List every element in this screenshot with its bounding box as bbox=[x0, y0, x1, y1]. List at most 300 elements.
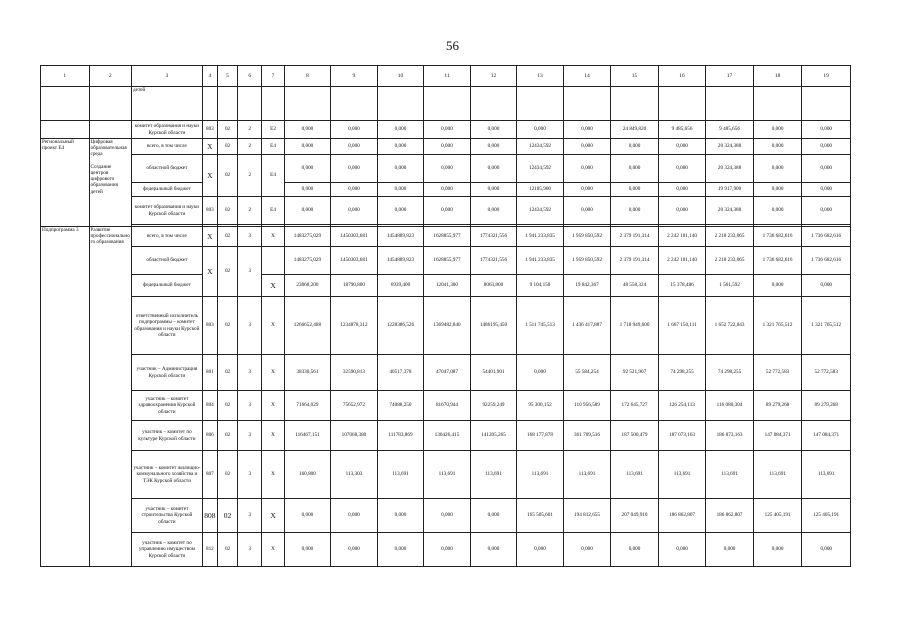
value-cell: 0,000 bbox=[424, 197, 471, 225]
value-cell: 2 242 181,140 bbox=[658, 227, 706, 247]
column-number: 2 bbox=[89, 66, 131, 87]
code-cell: 2 bbox=[238, 139, 262, 155]
responsible-cell: участник – комитет по управлению имуществом Курской области bbox=[132, 533, 203, 567]
empty-cell bbox=[611, 87, 659, 121]
code-cell: 3 bbox=[238, 451, 262, 499]
value-cell: 0,000 bbox=[611, 139, 659, 155]
value-cell: 107068,380 bbox=[331, 421, 378, 451]
value-cell: 2 218 233,065 bbox=[706, 227, 754, 247]
value-cell: 0,000 bbox=[563, 121, 611, 139]
empty-cell bbox=[41, 87, 90, 121]
column-number: 4 bbox=[202, 66, 217, 87]
value-cell: 1228386,526 bbox=[377, 297, 424, 355]
code-cell: 3 bbox=[238, 355, 262, 391]
value-cell: 71664,029 bbox=[284, 391, 331, 421]
code-cell: 02 bbox=[217, 155, 237, 197]
value-cell: 2 379 191,314 bbox=[611, 247, 659, 275]
column-number: 7 bbox=[262, 66, 284, 87]
value-cell: 8063,800 bbox=[470, 275, 517, 297]
code-cell: 02 bbox=[217, 139, 237, 155]
value-cell: 9 485,656 bbox=[706, 121, 754, 139]
empty-cell bbox=[753, 87, 802, 121]
value-cell: 6939,400 bbox=[377, 275, 424, 297]
value-cell: 52 772,583 bbox=[753, 355, 802, 391]
table-row bbox=[41, 275, 851, 297]
code-cell: X bbox=[262, 421, 284, 451]
empty-cell bbox=[706, 87, 754, 121]
value-cell: 113,303 bbox=[331, 451, 378, 499]
value-cell: 1 561,592 bbox=[706, 275, 754, 297]
empty-cell bbox=[470, 87, 517, 121]
value-cell: 1234878,312 bbox=[331, 297, 378, 355]
code-cell: 2 bbox=[238, 155, 262, 197]
value-cell: 2 379 191,314 bbox=[611, 227, 659, 247]
value-cell: 23068,200 bbox=[284, 275, 331, 297]
value-cell: 0,000 bbox=[331, 533, 378, 567]
code-cell: 02 bbox=[217, 421, 237, 451]
column-number: 5 bbox=[217, 66, 237, 87]
code-cell: 3 bbox=[238, 421, 262, 451]
empty-cell bbox=[41, 121, 90, 139]
code-cell: 02 bbox=[217, 247, 237, 297]
value-cell: 1774321,556 bbox=[470, 227, 517, 247]
code-cell: 808 bbox=[202, 499, 217, 533]
table-row bbox=[41, 197, 851, 225]
table-row bbox=[41, 121, 851, 139]
value-cell: 12434,592 bbox=[517, 197, 564, 225]
code-cell: 02 bbox=[217, 391, 237, 421]
value-cell: 172 645,727 bbox=[611, 391, 659, 421]
value-cell: 47047,087 bbox=[424, 355, 471, 391]
row-label: областной бюджет bbox=[132, 155, 203, 183]
value-cell: 0,000 bbox=[517, 533, 564, 567]
value-cell: 0,000 bbox=[424, 533, 471, 567]
value-cell: 0,000 bbox=[331, 183, 378, 197]
project-name: Региональный проект Е4 bbox=[41, 139, 90, 227]
value-cell: 207 049,910 bbox=[611, 499, 659, 533]
performer-row bbox=[41, 451, 851, 499]
value-cell: 15 378,486 bbox=[658, 275, 706, 297]
column-number: 8 bbox=[284, 66, 331, 87]
code-cell: X bbox=[262, 227, 284, 247]
code-cell: 02 bbox=[217, 297, 237, 355]
value-cell: 89 279,268 bbox=[802, 391, 851, 421]
value-cell: 0,000 bbox=[284, 499, 331, 533]
value-cell: 0,000 bbox=[424, 155, 471, 183]
value-cell: 1454889,823 bbox=[377, 247, 424, 275]
value-cell: 0,000 bbox=[802, 183, 851, 197]
column-number: 1 bbox=[41, 66, 90, 87]
value-cell: 48 558,324 bbox=[611, 275, 659, 297]
value-cell: 74088,250 bbox=[377, 391, 424, 421]
value-cell: 1 436 417,887 bbox=[563, 297, 611, 355]
code-cell: 803 bbox=[202, 121, 217, 139]
empty-cell bbox=[517, 87, 564, 121]
value-cell: 187 500,479 bbox=[611, 421, 659, 451]
value-cell: 0,000 bbox=[377, 121, 424, 139]
value-cell: 0,000 bbox=[563, 155, 611, 183]
code-cell: 02 bbox=[217, 499, 237, 533]
value-cell: 74 298,255 bbox=[706, 355, 754, 391]
column-number: 11 bbox=[424, 66, 471, 87]
code-cell: 02 bbox=[217, 355, 237, 391]
value-cell: 1483275,029 bbox=[284, 227, 331, 247]
value-cell: 186 862,807 bbox=[706, 499, 754, 533]
value-cell: 92259,249 bbox=[470, 391, 517, 421]
value-cell: 52 772,583 bbox=[802, 355, 851, 391]
value-cell: 113,691 bbox=[424, 451, 471, 499]
value-cell: 74 298,255 bbox=[658, 355, 706, 391]
performer-row bbox=[41, 355, 851, 391]
performer-row bbox=[41, 533, 851, 567]
row-label: всего, в том числе bbox=[132, 227, 203, 247]
responsible-cell: комитет образования и науки Курской области bbox=[132, 121, 203, 139]
column-number: 19 bbox=[802, 66, 851, 87]
code-cell: X bbox=[262, 355, 284, 391]
table-row bbox=[41, 139, 851, 155]
value-cell: 95 300,152 bbox=[517, 391, 564, 421]
row-label: федеральный бюджет bbox=[132, 183, 203, 197]
code-cell: 3 bbox=[238, 499, 262, 533]
subprogram-title: Развитие профессионального образования bbox=[89, 227, 131, 567]
value-cell: 0,000 bbox=[424, 139, 471, 155]
value-cell: 1 736 682,616 bbox=[753, 227, 802, 247]
value-cell: 0,000 bbox=[611, 155, 659, 183]
code-cell: 2 bbox=[238, 121, 262, 139]
value-cell: 0,000 bbox=[802, 533, 851, 567]
code-cell: X bbox=[202, 227, 217, 247]
value-cell: 147 084,371 bbox=[802, 421, 851, 451]
table-row bbox=[41, 247, 851, 275]
value-cell: 0,000 bbox=[470, 197, 517, 225]
value-cell: 20 324,388 bbox=[706, 155, 754, 183]
value-cell: 1 736 682,616 bbox=[753, 247, 802, 275]
code-cell: X bbox=[262, 297, 284, 355]
value-cell: 0,000 bbox=[284, 139, 331, 155]
value-cell: 1266652,488 bbox=[284, 297, 331, 355]
empty-cell bbox=[377, 87, 424, 121]
value-cell: 126 254,113 bbox=[658, 391, 706, 421]
header-row bbox=[41, 66, 851, 87]
value-cell: 0,000 bbox=[470, 533, 517, 567]
code-cell: 02 bbox=[217, 197, 237, 225]
value-cell: 113,691 bbox=[802, 451, 851, 499]
value-cell: 0,000 bbox=[611, 183, 659, 197]
empty-cell bbox=[658, 87, 706, 121]
value-cell: 40517,378 bbox=[377, 355, 424, 391]
value-cell: 125 405,191 bbox=[802, 499, 851, 533]
value-cell: 89 279,268 bbox=[753, 391, 802, 421]
performer-row bbox=[41, 499, 851, 533]
value-cell: 0,000 bbox=[611, 533, 659, 567]
value-cell: 0,000 bbox=[331, 155, 378, 183]
value-cell: 0,000 bbox=[331, 139, 378, 155]
value-cell: 0,000 bbox=[377, 139, 424, 155]
value-cell: 116 080,304 bbox=[706, 391, 754, 421]
value-cell: 9 104,150 bbox=[517, 275, 564, 297]
value-cell: 113,691 bbox=[563, 451, 611, 499]
code-cell: X bbox=[262, 533, 284, 567]
code-cell: X bbox=[262, 499, 284, 533]
value-cell: 0,000 bbox=[753, 183, 802, 197]
value-cell: 187 073,163 bbox=[658, 421, 706, 451]
value-cell: 12185,900 bbox=[517, 183, 564, 197]
value-cell: 1 718 949,600 bbox=[611, 297, 659, 355]
code-cell: X bbox=[202, 247, 217, 297]
empty-cell bbox=[238, 87, 262, 121]
value-cell: 0,000 bbox=[802, 121, 851, 139]
value-cell: 111783,869 bbox=[377, 421, 424, 451]
code-cell: Е4 bbox=[262, 139, 284, 155]
value-cell: 24 849,820 bbox=[611, 121, 659, 139]
page-number: 56 bbox=[446, 38, 459, 53]
code-cell: 3 bbox=[238, 533, 262, 567]
value-cell: 12434,592 bbox=[517, 155, 564, 183]
empty-cell bbox=[802, 87, 851, 121]
value-cell: 0,000 bbox=[563, 533, 611, 567]
value-cell: 75652,972 bbox=[331, 391, 378, 421]
code-cell: 812 bbox=[202, 533, 217, 567]
empty-cell bbox=[262, 247, 284, 275]
code-cell: 803 bbox=[202, 197, 217, 225]
value-cell: 0,000 bbox=[658, 533, 706, 567]
responsible-cell: комитет образования и науки Курской области bbox=[132, 197, 203, 225]
table-row bbox=[41, 87, 851, 121]
value-cell: 0,000 bbox=[658, 155, 706, 183]
value-cell: 0,000 bbox=[658, 139, 706, 155]
code-cell: 2 bbox=[238, 197, 262, 225]
value-cell: 1 941 233,835 bbox=[517, 227, 564, 247]
value-cell: 0,000 bbox=[753, 197, 802, 225]
value-cell: 113,691 bbox=[706, 451, 754, 499]
value-cell: 1 511 745,513 bbox=[517, 297, 564, 355]
column-number: 17 bbox=[706, 66, 754, 87]
value-cell: 1 941 233,835 bbox=[517, 247, 564, 275]
value-cell: 1 959 850,592 bbox=[563, 227, 611, 247]
empty-cell bbox=[202, 87, 217, 121]
code-cell: X bbox=[262, 391, 284, 421]
value-cell: 0,000 bbox=[424, 121, 471, 139]
value-cell: 0,000 bbox=[753, 121, 802, 139]
value-cell: 54401,901 bbox=[470, 355, 517, 391]
empty-cell bbox=[284, 87, 331, 121]
code-cell: X bbox=[202, 155, 217, 197]
table-row bbox=[41, 155, 851, 183]
value-cell: 0,000 bbox=[753, 275, 802, 297]
value-cell: 32590,813 bbox=[331, 355, 378, 391]
column-number: 6 bbox=[238, 66, 262, 87]
code-cell: 3 bbox=[238, 247, 262, 297]
value-cell: 0,000 bbox=[517, 121, 564, 139]
code-cell: 02 bbox=[217, 121, 237, 139]
value-cell: 113,691 bbox=[517, 451, 564, 499]
code-cell: X bbox=[262, 275, 284, 297]
value-cell: 0,000 bbox=[377, 155, 424, 183]
value-cell: 9 485,656 bbox=[658, 121, 706, 139]
value-cell: 0,000 bbox=[753, 139, 802, 155]
value-cell: 194 812,655 bbox=[563, 499, 611, 533]
value-cell: 165 505,601 bbox=[517, 499, 564, 533]
value-cell: 113,691 bbox=[753, 451, 802, 499]
value-cell: 0,000 bbox=[284, 183, 331, 197]
code-cell: 3 bbox=[238, 391, 262, 421]
value-cell: 160,800 bbox=[284, 451, 331, 499]
value-cell: 113,691 bbox=[658, 451, 706, 499]
value-cell: 0,000 bbox=[563, 197, 611, 225]
performer-row bbox=[41, 297, 851, 355]
responsible-cell: участник – комитет жилищно-коммунального хозяйства и ТЭК Курской области bbox=[132, 451, 203, 499]
value-cell: 0,000 bbox=[611, 197, 659, 225]
code-cell: 804 bbox=[202, 391, 217, 421]
value-cell: 0,000 bbox=[284, 121, 331, 139]
value-cell: 19 917,900 bbox=[706, 183, 754, 197]
project-title bbox=[89, 139, 131, 227]
empty-cell bbox=[331, 87, 378, 121]
value-cell: 0,000 bbox=[563, 139, 611, 155]
value-cell: 38330,561 bbox=[284, 355, 331, 391]
value-cell: 0,000 bbox=[802, 275, 851, 297]
value-cell: 0,000 bbox=[470, 183, 517, 197]
project-title-bottom: Создание центров цифрового образования детей bbox=[90, 163, 118, 195]
value-cell: 20 324,388 bbox=[706, 197, 754, 225]
column-number: 9 bbox=[331, 66, 378, 87]
value-cell: 0,000 bbox=[563, 183, 611, 197]
empty-cell bbox=[262, 87, 284, 121]
value-cell: 186 862,807 bbox=[658, 499, 706, 533]
value-cell: 1369482,840 bbox=[424, 297, 471, 355]
value-cell: 92 521,907 bbox=[611, 355, 659, 391]
column-number: 16 bbox=[658, 66, 706, 87]
column-number: 18 bbox=[753, 66, 802, 87]
value-cell: 1486195,450 bbox=[470, 297, 517, 355]
value-cell: 0,000 bbox=[284, 197, 331, 225]
value-cell: 0,000 bbox=[802, 197, 851, 225]
value-cell: 0,000 bbox=[377, 183, 424, 197]
value-cell: 1774321,556 bbox=[470, 247, 517, 275]
value-cell: 1450303,681 bbox=[331, 227, 378, 247]
value-cell: 1450303,681 bbox=[331, 247, 378, 275]
value-cell: 0,000 bbox=[470, 121, 517, 139]
code-cell: 02 bbox=[217, 451, 237, 499]
value-cell: 0,000 bbox=[470, 499, 517, 533]
code-cell: 02 bbox=[217, 533, 237, 567]
value-cell: 12041,300 bbox=[424, 275, 471, 297]
value-cell: 0,000 bbox=[470, 139, 517, 155]
code-cell: Е4 bbox=[262, 155, 284, 197]
subprogram-name: Подпрограмма 3 bbox=[41, 227, 90, 567]
row-title: детей bbox=[132, 87, 203, 121]
value-cell: 20 324,388 bbox=[706, 139, 754, 155]
code-cell: 803 bbox=[202, 297, 217, 355]
value-cell: 1628855,977 bbox=[424, 227, 471, 247]
value-cell: 186 873,163 bbox=[706, 421, 754, 451]
column-number: 15 bbox=[611, 66, 659, 87]
value-cell: 0,000 bbox=[284, 533, 331, 567]
code-cell: Е4 bbox=[262, 197, 284, 225]
value-cell: 116467,151 bbox=[284, 421, 331, 451]
code-cell: X bbox=[262, 451, 284, 499]
row-label: федеральный бюджет bbox=[132, 275, 203, 297]
value-cell: 1 321 765,512 bbox=[802, 297, 851, 355]
value-cell: 0,000 bbox=[284, 155, 331, 183]
value-cell: 1 667 150,111 bbox=[658, 297, 706, 355]
value-cell: 0,000 bbox=[424, 499, 471, 533]
table-row bbox=[41, 227, 851, 247]
empty-cell bbox=[424, 87, 471, 121]
value-cell: 0,000 bbox=[331, 197, 378, 225]
value-cell: 2 218 233,065 bbox=[706, 247, 754, 275]
value-cell: 0,000 bbox=[658, 183, 706, 197]
value-cell: 1 736 682,616 bbox=[802, 247, 851, 275]
value-cell: 1 321 765,512 bbox=[753, 297, 802, 355]
column-number: 14 bbox=[563, 66, 611, 87]
value-cell: 0,000 bbox=[377, 197, 424, 225]
value-cell: 113,691 bbox=[611, 451, 659, 499]
code-cell: Е2 bbox=[262, 121, 284, 139]
value-cell: 141205,265 bbox=[470, 421, 517, 451]
value-cell: 125 405,191 bbox=[753, 499, 802, 533]
code-cell: 807 bbox=[202, 451, 217, 499]
code-cell: 806 bbox=[202, 421, 217, 451]
column-number: 10 bbox=[377, 66, 424, 87]
value-cell: 0,000 bbox=[802, 155, 851, 183]
value-cell: 2 242 181,140 bbox=[658, 247, 706, 275]
value-cell: 0,000 bbox=[706, 533, 754, 567]
value-cell: 113,691 bbox=[470, 451, 517, 499]
value-cell: 0,000 bbox=[331, 499, 378, 533]
code-cell: 02 bbox=[217, 227, 237, 247]
value-cell: 0,000 bbox=[753, 155, 802, 183]
responsible-cell: участник – Администрация Курской области bbox=[132, 355, 203, 391]
value-cell: 113,691 bbox=[377, 451, 424, 499]
code-cell: 3 bbox=[238, 227, 262, 247]
value-cell: 19 842,367 bbox=[563, 275, 611, 297]
value-cell: 81670,944 bbox=[424, 391, 471, 421]
value-cell: 18790,800 bbox=[331, 275, 378, 297]
value-cell: 0,000 bbox=[802, 139, 851, 155]
row-label: всего, в том числе bbox=[132, 139, 203, 155]
value-cell: 55 584,254 bbox=[563, 355, 611, 391]
value-cell: 0,000 bbox=[331, 121, 378, 139]
empty-cell bbox=[89, 121, 131, 139]
value-cell: 0,000 bbox=[377, 533, 424, 567]
value-cell: 0,000 bbox=[470, 155, 517, 183]
value-cell: 110 956,589 bbox=[563, 391, 611, 421]
responsible-cell: участник – комитет строительства Курской области bbox=[132, 499, 203, 533]
performer-row bbox=[41, 391, 851, 421]
value-cell: 1 652 722,843 bbox=[706, 297, 754, 355]
budget-table bbox=[40, 65, 851, 567]
value-cell: 1454889,823 bbox=[377, 227, 424, 247]
value-cell: 168 177,878 bbox=[517, 421, 564, 451]
responsible-cell: ответственный исполнитель подпрограммы – комитет образования и науки Курской области bbox=[132, 297, 203, 355]
column-number: 12 bbox=[470, 66, 517, 87]
responsible-cell: участник – комитет по культуре Курской области bbox=[132, 421, 203, 451]
value-cell: 0,000 bbox=[753, 533, 802, 567]
value-cell: 0,000 bbox=[658, 197, 706, 225]
empty-cell bbox=[217, 87, 237, 121]
value-cell: 1 959 850,592 bbox=[563, 247, 611, 275]
code-cell: 3 bbox=[238, 297, 262, 355]
row-label: областной бюджет bbox=[132, 247, 203, 275]
column-number: 3 bbox=[132, 66, 203, 87]
table-row bbox=[41, 183, 851, 197]
empty-cell bbox=[89, 87, 131, 121]
value-cell: 361 709,516 bbox=[563, 421, 611, 451]
value-cell: 1 736 682,616 bbox=[802, 227, 851, 247]
value-cell: 0,000 bbox=[424, 183, 471, 197]
value-cell: 130426,415 bbox=[424, 421, 471, 451]
